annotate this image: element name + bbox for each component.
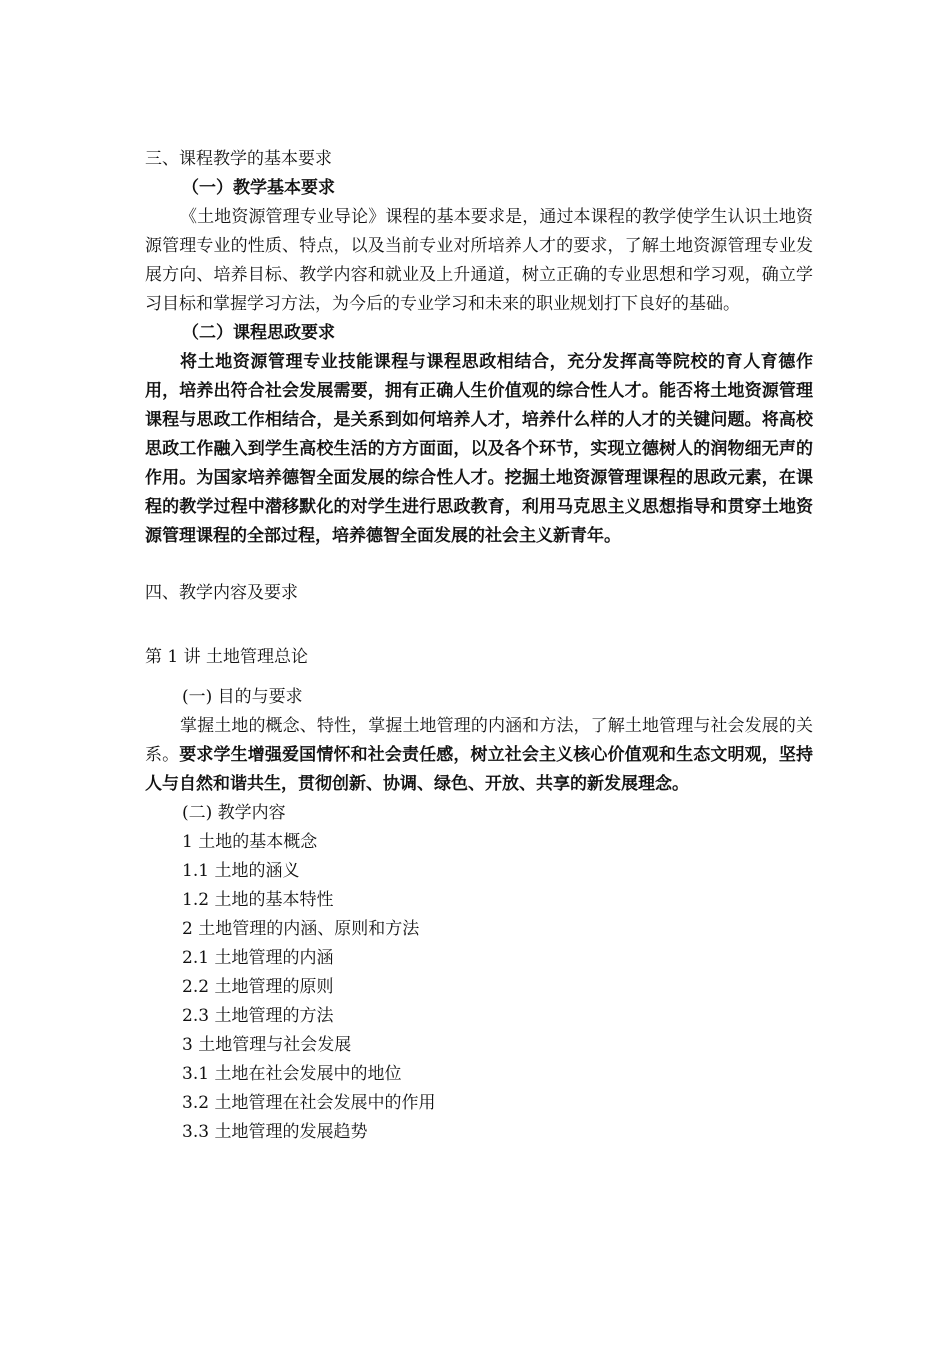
section-heading-4: 四、教学内容及要求 — [145, 583, 298, 603]
content-item: 1.1 土地的涵义 — [182, 861, 300, 881]
document-page — [145, 145, 813, 1147]
paragraph-teaching-requirements: 《土地资源管理专业导论》课程的基本要求是，通过本课程的教学使学生认识土地资源管理专业的性质、特点，以及当前专业对所培养人才的要求，了解土地资源管理专业发展方向、培养目标、教学内容和就业及上升通道，树立正确的专业思想和学习观，确立学习目标和掌握学习方法，为今后的专业学习和未来的职业规划打下良好的基础。 — [145, 207, 813, 314]
goal-text-normal: 掌握土地的概念、特性，掌握土地管理的内涵和方法，了解土地管理与社会发展的关系。 — [145, 716, 813, 765]
content-item: 1.2 土地的基本特性 — [182, 890, 334, 910]
lecture-title: 第 1 讲 土地管理总论 — [145, 647, 309, 667]
content-item: 2 土地管理的内涵、原则和方法 — [182, 919, 420, 939]
spacer — [145, 551, 813, 579]
content-item: 3.3 土地管理的发展趋势 — [182, 1122, 368, 1142]
subsection-heading-ideological-requirements: （二）课程思政要求 — [182, 323, 335, 343]
spacer — [145, 608, 813, 643]
content-item: 3 土地管理与社会发展 — [182, 1035, 352, 1055]
paragraph-ideological-requirements: 将土地资源管理专业技能课程与课程思政相结合，充分发挥高等院校的育人育德作用，培养出符合社会发展需要，拥有正确人生价值观的综合性人才。能否将土地资源管理课程与思政工作相结合，是关系到如何培养人才，培养什么样的人才的关键问题。将高校思政工作融入到学生高校生活的方方面面，以及各个环节，实现立德树人的润物细无声的作用。为国家培养德智全面发展的综合性人才。挖掘土地资源管理课程的思政元素，在课程的教学过程中潜移默化的对学生进行思政教育，利用马克思主义思想指导和贯穿土地资源管理课程的全部过程，培养德智全面发展的社会主义新青年。 — [145, 352, 813, 546]
subsection-heading-teaching-requirements: （一）教学基本要求 — [182, 178, 335, 198]
content-item: 2.3 土地管理的方法 — [182, 1006, 334, 1026]
spacer — [145, 672, 813, 683]
content-item: 2.1 土地管理的内涵 — [182, 948, 334, 968]
content-item: 2.2 土地管理的原则 — [182, 977, 334, 997]
content-item: 3.2 土地管理在社会发展中的作用 — [182, 1093, 436, 1113]
goal-heading: (一) 目的与要求 — [182, 687, 303, 707]
section-heading-3: 三、课程教学的基本要求 — [145, 149, 332, 169]
content-item: 1 土地的基本概念 — [182, 832, 318, 852]
content-heading: (二) 教学内容 — [182, 803, 286, 823]
goal-paragraph — [145, 712, 813, 799]
goal-text-bold: 要求学生增强爱国情怀和社会责任感，树立社会主义核心价值观和生态文明观，坚持人与自然和谐共生，贯彻创新、协调、绿色、开放、共享的新发展理念。 — [145, 745, 814, 794]
content-item: 3.1 土地在社会发展中的地位 — [182, 1064, 402, 1084]
